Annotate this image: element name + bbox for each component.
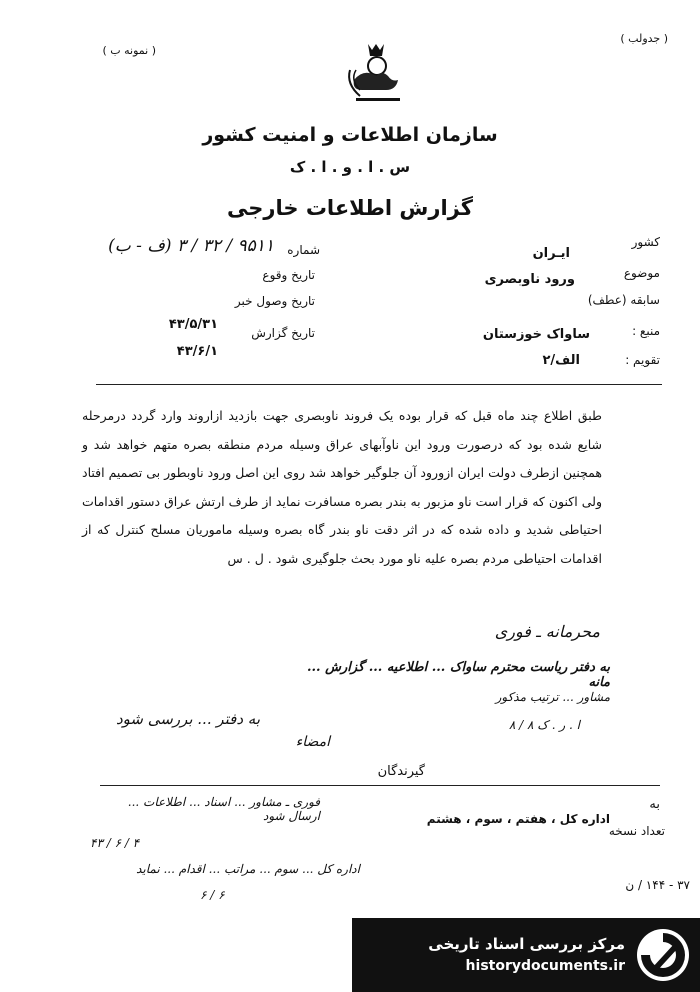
subject-value: ورود ناوبصرى: [484, 272, 575, 287]
header-divider: [96, 384, 662, 385]
org-name: سازمان اطلاعات و امنیت کشور: [202, 124, 498, 146]
received-date-value: ۴۳/۵/۳۱: [168, 317, 218, 332]
report-date-label: تاریخ گزارش: [251, 326, 315, 340]
country-value: ایـران: [532, 246, 570, 261]
report-title: گزارش اطلاعات خارجی: [227, 196, 473, 220]
model-tag: ( نمونه ب ): [102, 44, 156, 57]
subject-label: موضوع: [623, 266, 660, 280]
distribution-divider: [100, 785, 660, 786]
source-value: ساواک خوزستان: [482, 327, 590, 342]
archive-logo-icon: [634, 926, 692, 984]
distribution-hand-note-4: ۶ / ۶: [200, 888, 225, 902]
event-date-label: تاریخ وقوع: [262, 268, 315, 282]
recipients-label: گیرندگان: [377, 764, 425, 779]
report-body: طبق اطلاع چند ماه قبل که قرار بوده یک فروند ناوبصری جهت بازدید ازاروند وارد گردد درمرحله شایع شده بود که درصورت ورود این ناوآبهای عراق وسیله مردم منطقه بصره متهم خواهد شد و همچنین ازطرف دولت ایران ازورود آن جلوگیر خواهد شد روی این اصل ورود ناوبطور بی تصمیم افتاد ولی اکنون که قرار است ناو مزبور به بندر بصره مسافرت نماید از طرف ارتش عراق دستور اقدامات احتیاطی شدید و داده شده که در اثر دقت ناو بندر گاه بصره وسیله ماموریان مسلح کنترل که از اقدامات احتیاطی مردم بصره علیه ناو مورد بحث جلوگیری شود . ل . س: [82, 408, 602, 566]
report-date-value: ۴۳/۶/۱: [176, 344, 218, 359]
received-date-label: تاریخ وصول خبر: [234, 294, 315, 308]
copies-label: تعداد نسخه: [608, 824, 665, 838]
form-code: ۳۷ - ۱۴۴ / ن: [625, 878, 690, 892]
assessment-value: الف/۲: [542, 353, 580, 368]
to-label: به: [649, 797, 660, 812]
signature-left: به دفتر ... بررسی شود: [115, 710, 260, 728]
lion-and-sun-emblem-icon: [342, 40, 412, 110]
source-label: منبع :: [632, 324, 660, 338]
handwritten-note-4: ا . ر . ک ۸ / ۸: [508, 718, 580, 732]
handwritten-note-3: مشاور ... ترتیب مذکور: [495, 690, 610, 704]
distribution-hand-note-3: اداره کل ... سوم ... مراتب ... اقدام ... نماید: [136, 862, 360, 876]
number-value: ۹۵۱۱ / ۳۲ / ۳ (ف - ب): [108, 236, 274, 256]
number-label: شماره: [287, 243, 320, 257]
country-label: کشور: [631, 235, 660, 249]
org-code: س . ا . و . ا . ک: [289, 158, 411, 176]
recipients-value: اداره کل ، هفتم ، سوم ، هشتم: [426, 812, 610, 826]
archive-website: historydocuments.ir: [465, 958, 625, 974]
distribution-hand-note-2: ۴۳ / ۶ / ۴: [90, 836, 140, 850]
handwritten-note-2: به دفتر ریاست محترم ساواک ... اطلاعیه ... گزارش ... مانه: [306, 660, 610, 690]
handwritten-note-1: محرمانه ـ فوری: [494, 622, 600, 641]
archive-name: مرکز بررسی اسناد تاریخی: [428, 935, 625, 953]
reference-label: سابقه (عطف): [587, 293, 660, 307]
signature-mid: امضاء: [295, 734, 330, 750]
distribution-hand-note-1: فوری ـ مشاور ... اسناد ... اطلاعات ... ارسال شود: [127, 795, 320, 823]
assessment-label: تقویم :: [625, 353, 660, 367]
form-tag: ( جدولب ): [620, 32, 668, 45]
